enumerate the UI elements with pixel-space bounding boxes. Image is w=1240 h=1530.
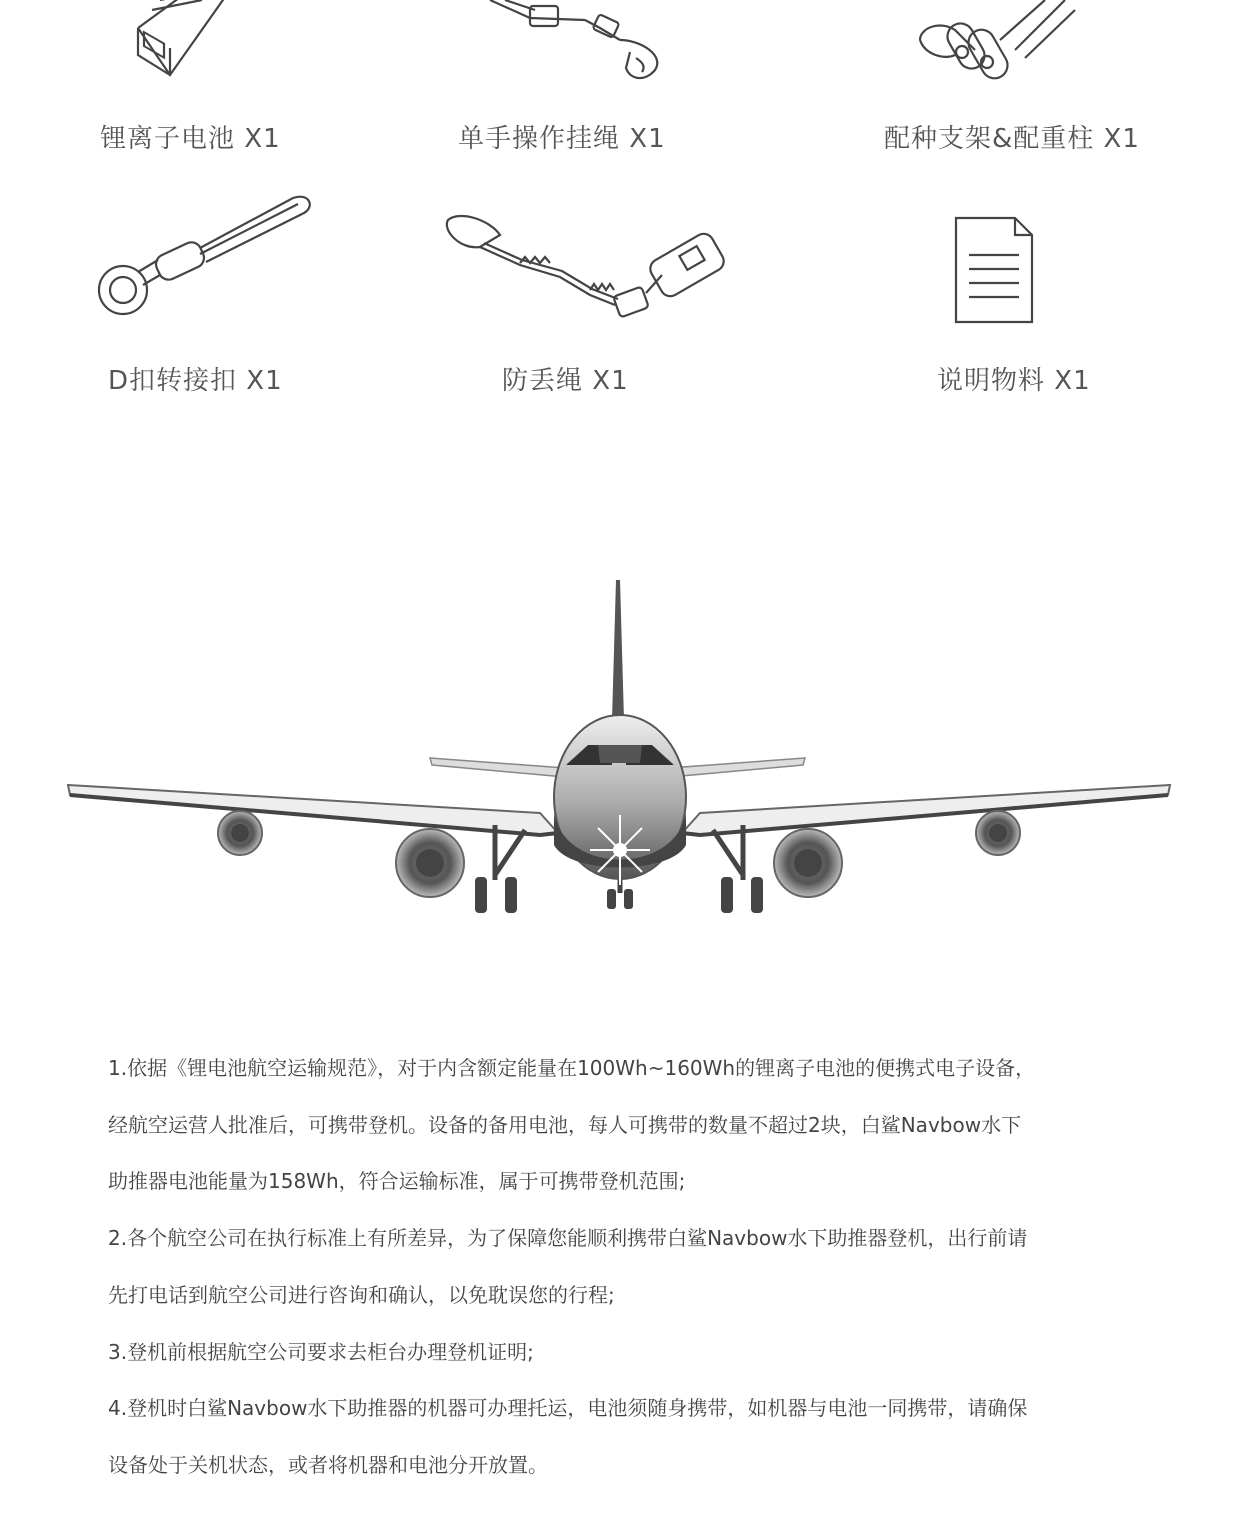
note-line: 3.登机前根据航空公司要求去柜台办理登机证明; bbox=[108, 1339, 534, 1364]
note-line: 设备处于关机状态，或者将机器和电池分开放置。 bbox=[108, 1452, 548, 1477]
item-label-hand-strap: 单手操作挂绳 X1 bbox=[458, 124, 666, 154]
hand-strap-icon bbox=[490, 0, 670, 85]
item-label-battery: 锂离子电池 X1 bbox=[100, 124, 281, 154]
note-line: 4.登机时白鲨Navbow水下助推器的机器可办理托运，电池须随身携带，如机器与电池一同携带，请确保 bbox=[108, 1396, 1028, 1421]
item-label-lanyard: 防丢绳 X1 bbox=[502, 366, 629, 396]
travel-notes bbox=[108, 1040, 1138, 1494]
note-line: 经航空运营人批准后，可携带登机。设备的备用电池，每人可携带的数量不超过2块，白鲨Navbow水下 bbox=[108, 1112, 1022, 1137]
note-line: 1.依据《锂电池航空运输规范》，对于内含额定能量在100Wh~160Wh的锂离子电池的便携式电子设备， bbox=[108, 1056, 1036, 1080]
lanyard-icon bbox=[440, 205, 745, 325]
d-ring-adapter-icon bbox=[88, 190, 318, 325]
battery-icon bbox=[130, 0, 240, 80]
note-line: 助推器电池能量为158Wh，符合运输标准，属于可携带登机范围; bbox=[108, 1169, 686, 1194]
note-line: 2.各个航空公司在执行标准上有所差异，为了保障您能顺利携带白鲨Navbow水下助推器登机，出行前请 bbox=[108, 1226, 1028, 1251]
item-label-d-ring-adapter: D扣转接扣 X1 bbox=[108, 366, 283, 396]
item-label-document: 说明物料 X1 bbox=[937, 366, 1091, 396]
bracket-weights-icon bbox=[915, 0, 1085, 85]
airplane-illustration bbox=[60, 575, 1180, 925]
note-line: 先打电话到航空公司进行咨询和确认，以免耽误您的行程; bbox=[108, 1282, 615, 1307]
item-label-bracket-weights: 配种支架&配重柱 X1 bbox=[884, 124, 1140, 154]
document-icon bbox=[955, 217, 1035, 323]
